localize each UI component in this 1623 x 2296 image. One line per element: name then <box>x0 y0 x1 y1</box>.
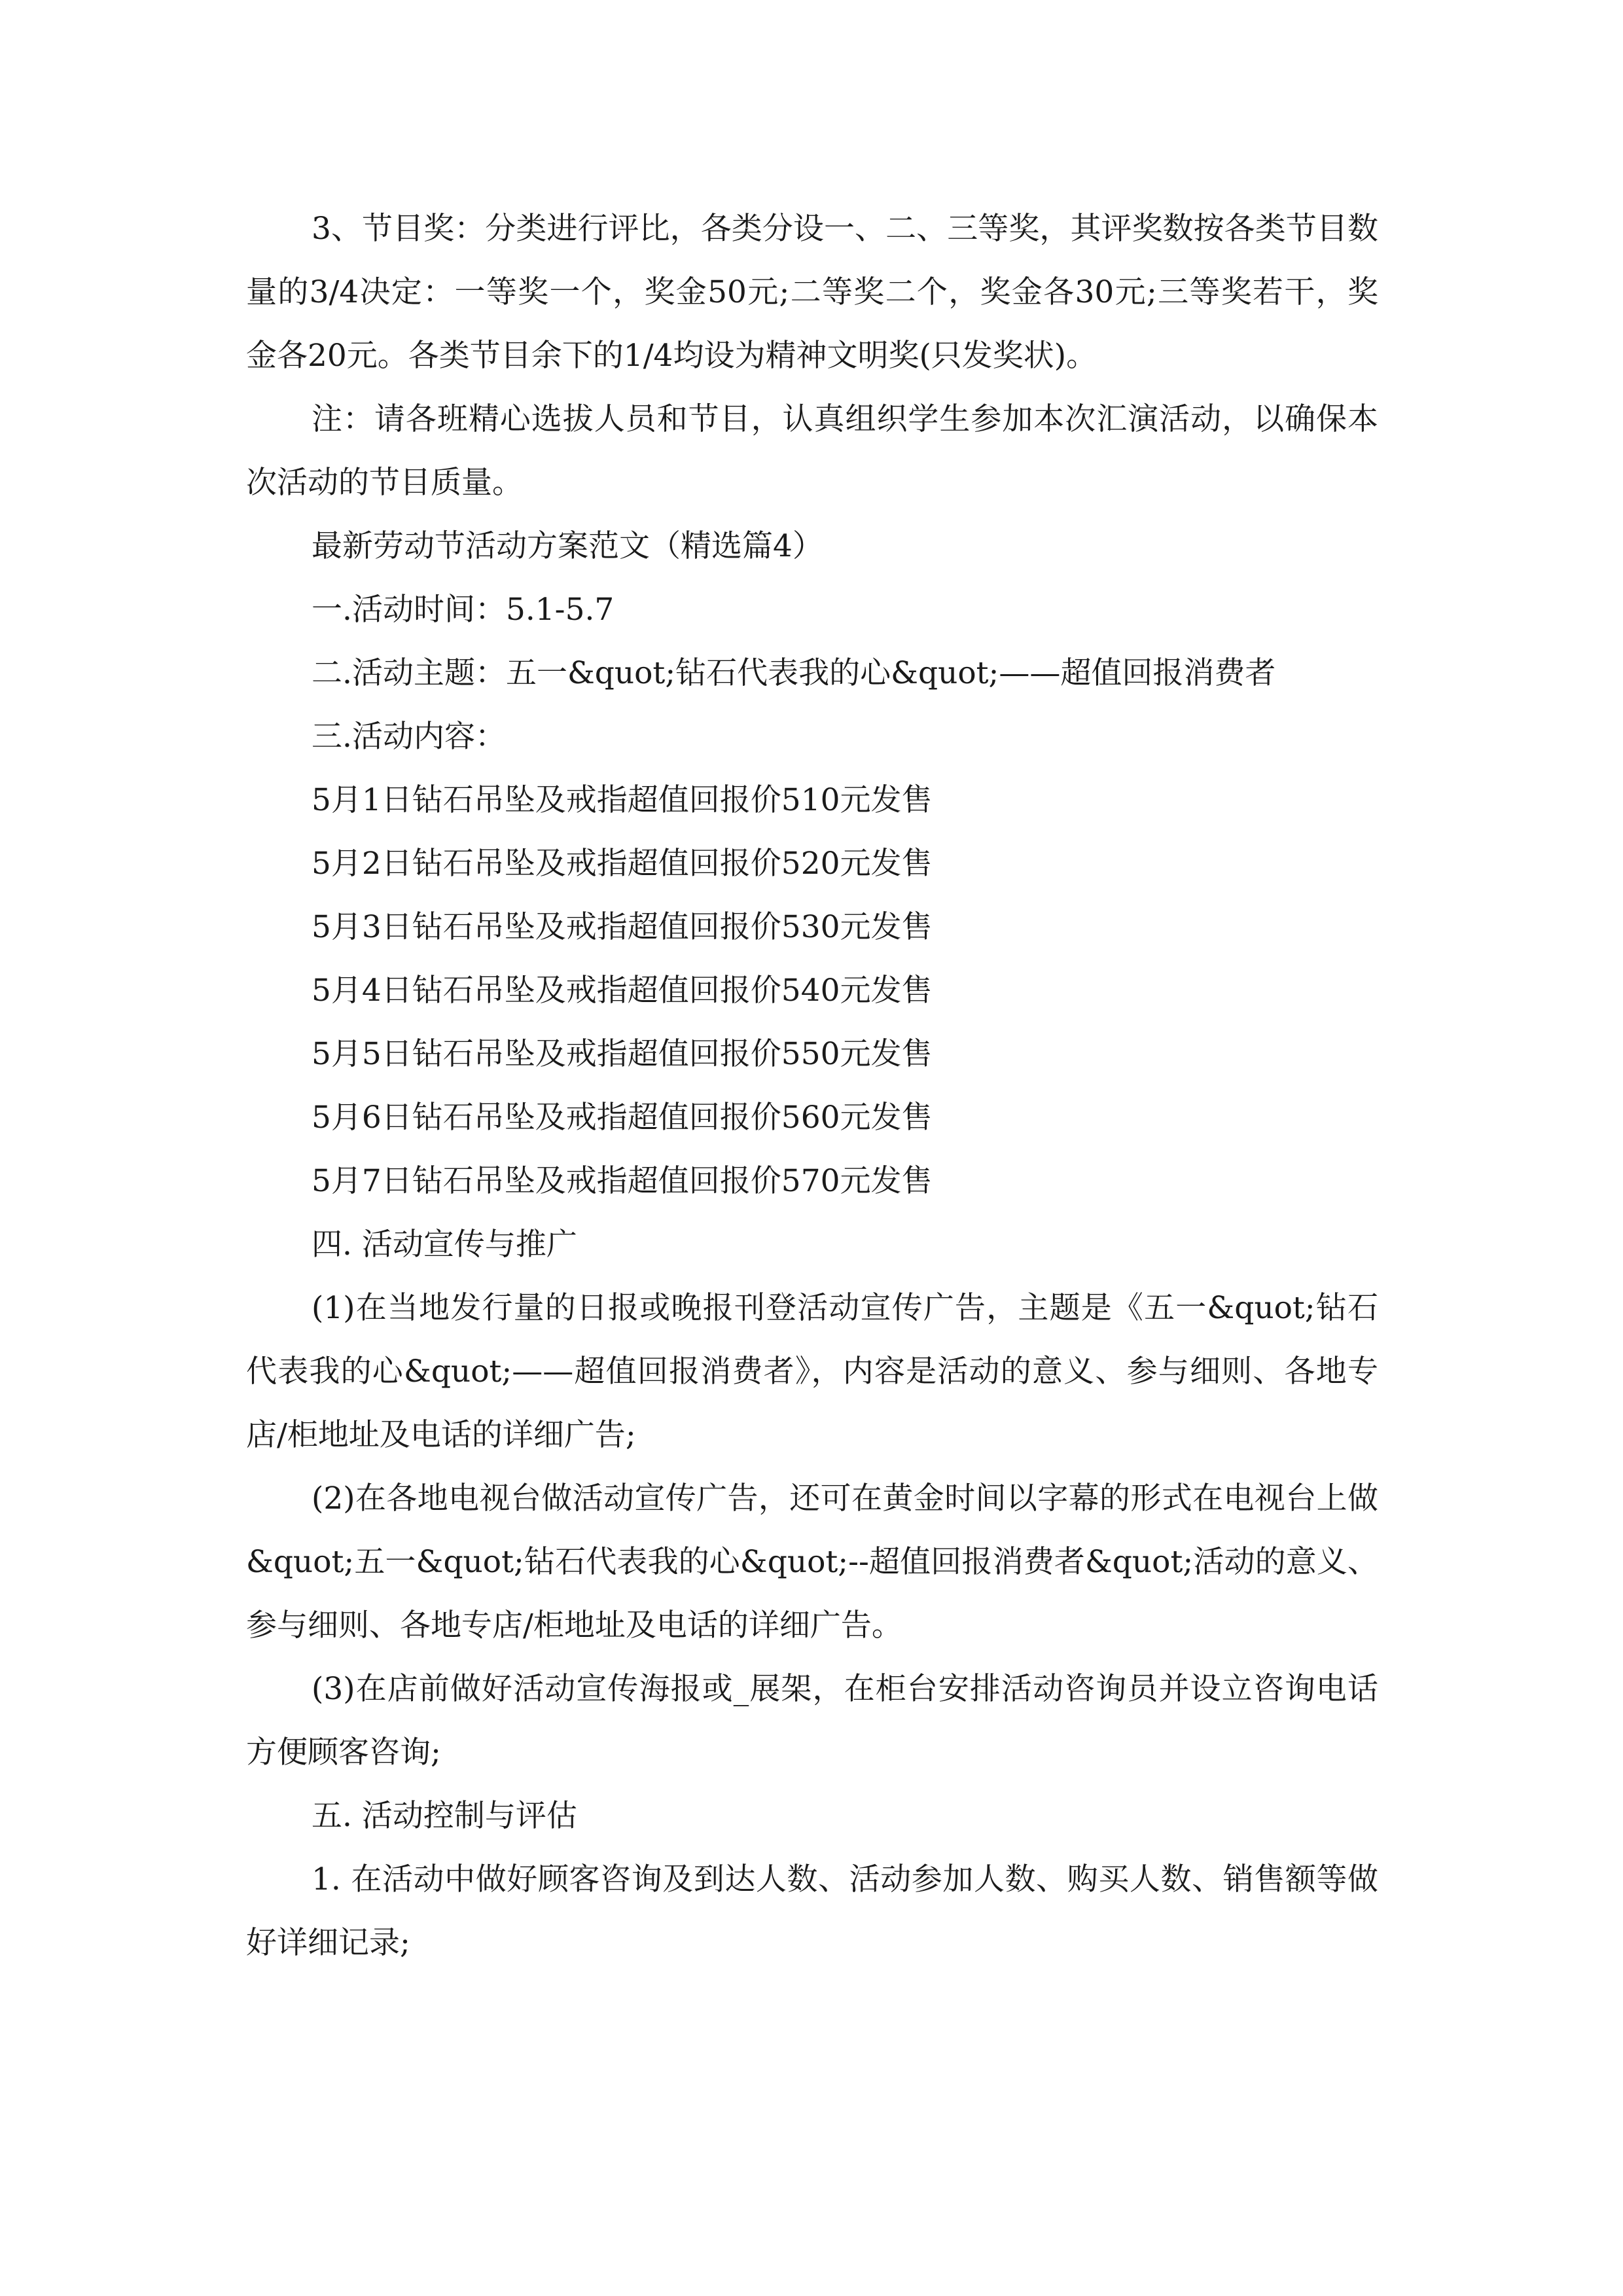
daily-offer-7: 5月7日钻石吊坠及戒指超值回报价570元发售 <box>312 1163 933 1199</box>
activity-time: 一.活动时间：5.1-5.7 <box>312 592 615 628</box>
section-title: 最新劳动节活动方案范文（精选篇4） <box>312 528 823 564</box>
document-body <box>246 197 1378 1975</box>
activity-theme: 二.活动主题：五一&quot;钻石代表我的心&quot;——超值回报消费者 <box>312 655 1276 691</box>
daily-offer-5: 5月5日钻石吊坠及戒指超值回报价550元发售 <box>312 1036 933 1072</box>
paragraph-note: 注：请各班精心选拔人员和节目，认真组织学生参加本次汇演活动，以确保本次活动的节目质量。 <box>246 401 1378 501</box>
promotion-item-3: (3)在店前做好活动宣传海报或_展架，在柜台安排活动咨询员并设立咨询电话方便顾客咨询; <box>246 1671 1378 1770</box>
daily-offer-3: 5月3日钻石吊坠及戒指超值回报价530元发售 <box>312 909 933 945</box>
promotion-item-2: (2)在各地电视台做活动宣传广告，还可在黄金时间以字幕的形式在电视台上做&quot;五一&quot;钻石代表我的心&quot;--超值回报消费者&quot;活动的意义、参与细则、各地专店/柜地址及电话的详细广告。 <box>246 1480 1378 1643</box>
paragraph-program-award: 3、节目奖：分类进行评比，各类分设一、二、三等奖，其评奖数按各类节目数量的3/4决定：一等奖一个，奖金50元;二等奖二个，奖金各30元;三等奖若干，奖金各20元。各类节目余下的1/4均设为精神文明奖(只发奖状)。 <box>246 211 1378 374</box>
promotion-heading: 四. 活动宣传与推广 <box>312 1227 577 1263</box>
activity-content-heading: 三.活动内容： <box>312 719 506 755</box>
promotion-item-1: (1)在当地发行量的日报或晚报刊登活动宣传广告，主题是《五一&quot;钻石代表我的心&quot;——超值回报消费者》，内容是活动的意义、参与细则、各地专店/柜地址及电话的详细广告; <box>246 1290 1378 1453</box>
control-heading: 五. 活动控制与评估 <box>312 1798 577 1834</box>
daily-offer-4: 5月4日钻石吊坠及戒指超值回报价540元发售 <box>312 973 933 1009</box>
daily-offer-1: 5月1日钻石吊坠及戒指超值回报价510元发售 <box>312 782 933 818</box>
daily-offer-6: 5月6日钻石吊坠及戒指超值回报价560元发售 <box>312 1100 933 1136</box>
control-item-1: 1. 在活动中做好顾客咨询及到达人数、活动参加人数、购买人数、销售额等做好详细记录; <box>246 1861 1378 1961</box>
daily-offer-2: 5月2日钻石吊坠及戒指超值回报价520元发售 <box>312 846 933 882</box>
